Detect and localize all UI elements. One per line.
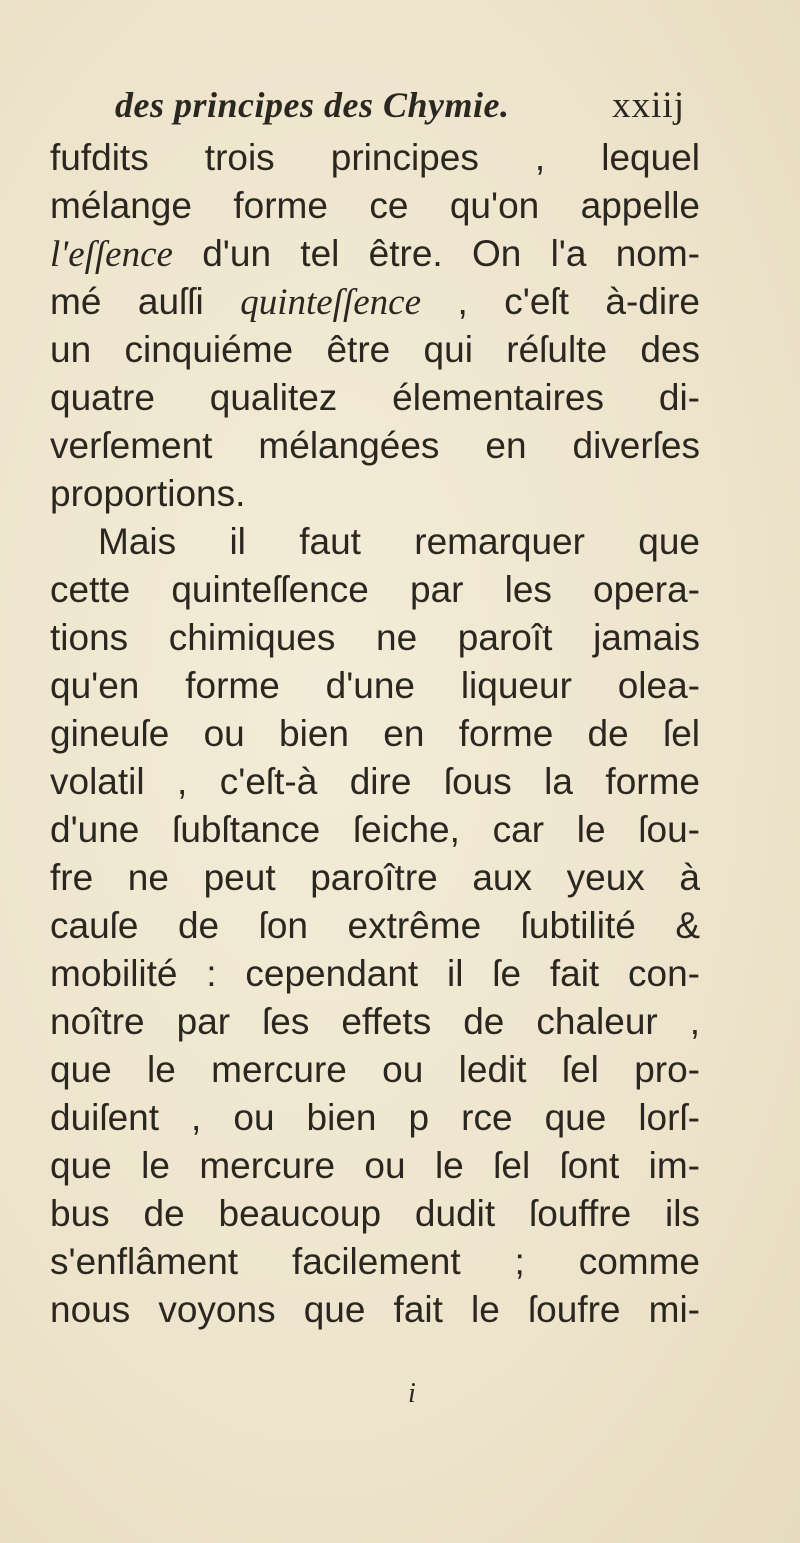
text-line: qu'en forme d'une liqueur olea- — [50, 665, 700, 706]
italic-term: quinteſſence — [240, 282, 422, 323]
signature-mark: i — [408, 1378, 416, 1409]
italic-term: l'eſſence — [50, 234, 173, 275]
body-text — [50, 134, 700, 1334]
text-line: cauſe de ſon extrême ſubtilité & — [50, 905, 700, 946]
text-line: gineuſe ou bien en forme de ſel — [50, 713, 700, 754]
paragraph-start-line: Mais il faut remarquer que — [98, 521, 700, 562]
text-line: noître par ſes effets de chaleur , — [50, 1001, 700, 1042]
running-title: des principes des Chymie. — [115, 85, 510, 125]
text-line: mobilité : cependant il ſe fait con- — [50, 953, 700, 994]
text-line: verſement mélangées en diverſes — [50, 425, 700, 466]
text-line: volatil , c'eſt-à dire ſous la forme — [50, 761, 700, 802]
text-line: duiſent , ou bien p rce que lorſ- — [50, 1097, 700, 1138]
text-line: mé auſſi quinteſſence , c'eſt à-dire — [50, 281, 701, 323]
text-line: d'une ſubſtance ſeiche, car le ſou- — [50, 809, 700, 850]
text-line: fre ne peut paroître aux yeux à — [50, 857, 700, 898]
text-line: l'eſſence d'un tel être. On l'a nom- — [50, 233, 700, 275]
text-line: que le mercure ou le ſel ſont im- — [50, 1145, 700, 1186]
text-line: mélange forme ce qu'on appelle — [50, 185, 700, 226]
text-line: cette quinteſſence par les opera- — [50, 569, 700, 610]
text-line: s'enflâment facilement ; comme — [50, 1241, 700, 1282]
text-line: proportions. — [50, 473, 246, 514]
text-line: que le mercure ou ledit ſel pro- — [50, 1049, 700, 1090]
text-line: un cinquiéme être qui réſulte des — [50, 329, 700, 370]
text-line: fufdits trois principes , lequel — [50, 137, 700, 178]
page-number: xxiij — [612, 85, 685, 126]
text-line: nous voyons que fait le ſoufre mi- — [50, 1289, 700, 1330]
text-line: tions chimiques ne paroît jamais — [50, 617, 700, 658]
text-line: quatre qualitez élementaires di- — [50, 377, 700, 418]
page-header — [115, 84, 685, 130]
text-line: bus de beaucoup dudit ſouffre ils — [50, 1193, 700, 1234]
